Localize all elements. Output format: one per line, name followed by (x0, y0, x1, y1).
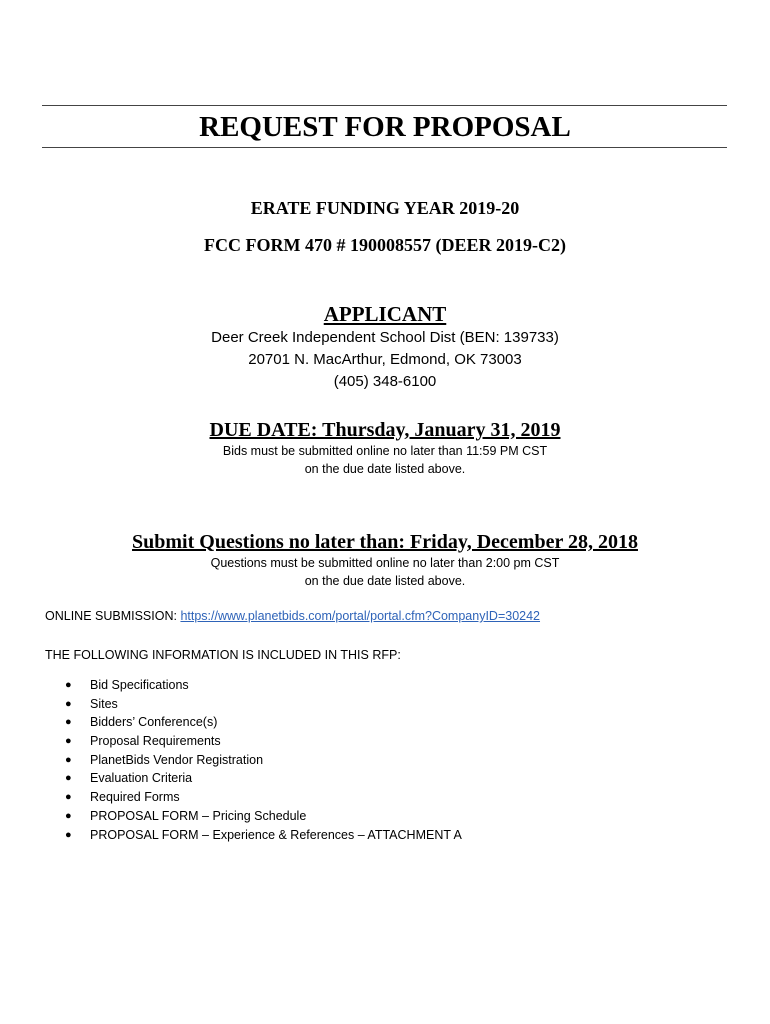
title-top-rule (42, 105, 727, 106)
bullet-icon: ● (65, 809, 72, 822)
applicant-name: Deer Creek Independent School Dist (BEN: 139733) (211, 329, 559, 346)
bullet-icon: ● (65, 828, 72, 841)
list-item-label: PROPOSAL FORM – Experience & References – ATTACHMENT A (90, 827, 462, 842)
questions-note-line-2: on the due date listed above. (304, 574, 466, 588)
bullet-icon: ● (65, 716, 72, 729)
list-item-label: Proposal Requirements (90, 734, 221, 749)
bullet-icon: ● (65, 753, 72, 766)
list-item-label: Bidders’ Conference(s) (90, 715, 218, 730)
list-item-label: Sites (90, 696, 118, 711)
bullet-icon: ● (65, 697, 72, 710)
list-item-label: PlanetBids Vendor Registration (90, 752, 264, 767)
funding-year-heading: ERATE FUNDING YEAR 2019-20 (250, 198, 520, 218)
bullet-icon: ● (65, 791, 72, 804)
due-date-heading: DUE DATE: Thursday, January 31, 2019 (209, 419, 561, 441)
bullet-icon: ● (65, 679, 72, 691)
planetbids-portal-link[interactable]: https://www.planetbids.com/portal/portal.cfm?CompanyID=30242 (180, 609, 541, 623)
online-submission-label: ONLINE SUBMISSION: (45, 609, 181, 623)
questions-deadline-heading: Submit Questions no later than: Friday, December 28, 2018 (132, 531, 638, 553)
list-item-label: PROPOSAL FORM – Pricing Schedule (90, 808, 307, 823)
online-submission-line (45, 607, 540, 625)
list-item-label: Bid Specifications (90, 678, 189, 692)
applicant-heading: APPLICANT (323, 302, 447, 326)
fcc-form-heading: FCC FORM 470 # 190008557 (DEER 2019-C2) (204, 235, 566, 255)
due-date-note-line-2: on the due date listed above. (304, 462, 466, 476)
questions-note-line-1: Questions must be submitted online no later than 2:00 pm CST (210, 556, 560, 570)
bullet-icon: ● (65, 735, 72, 748)
included-info-heading: THE FOLLOWING INFORMATION IS INCLUDED IN THIS RFP: (45, 648, 401, 662)
title-bottom-rule (42, 147, 727, 148)
applicant-phone: (405) 348-6100 (333, 373, 437, 390)
page-title: REQUEST FOR PROPOSAL (199, 111, 571, 143)
list-item-label: Required Forms (90, 790, 180, 805)
bullet-icon: ● (65, 772, 72, 785)
due-date-note-line-1: Bids must be submitted online no later than 11:59 PM CST (222, 444, 548, 458)
applicant-address: 20701 N. MacArthur, Edmond, OK 73003 (248, 351, 522, 368)
list-item-label: Evaluation Criteria (90, 771, 193, 786)
